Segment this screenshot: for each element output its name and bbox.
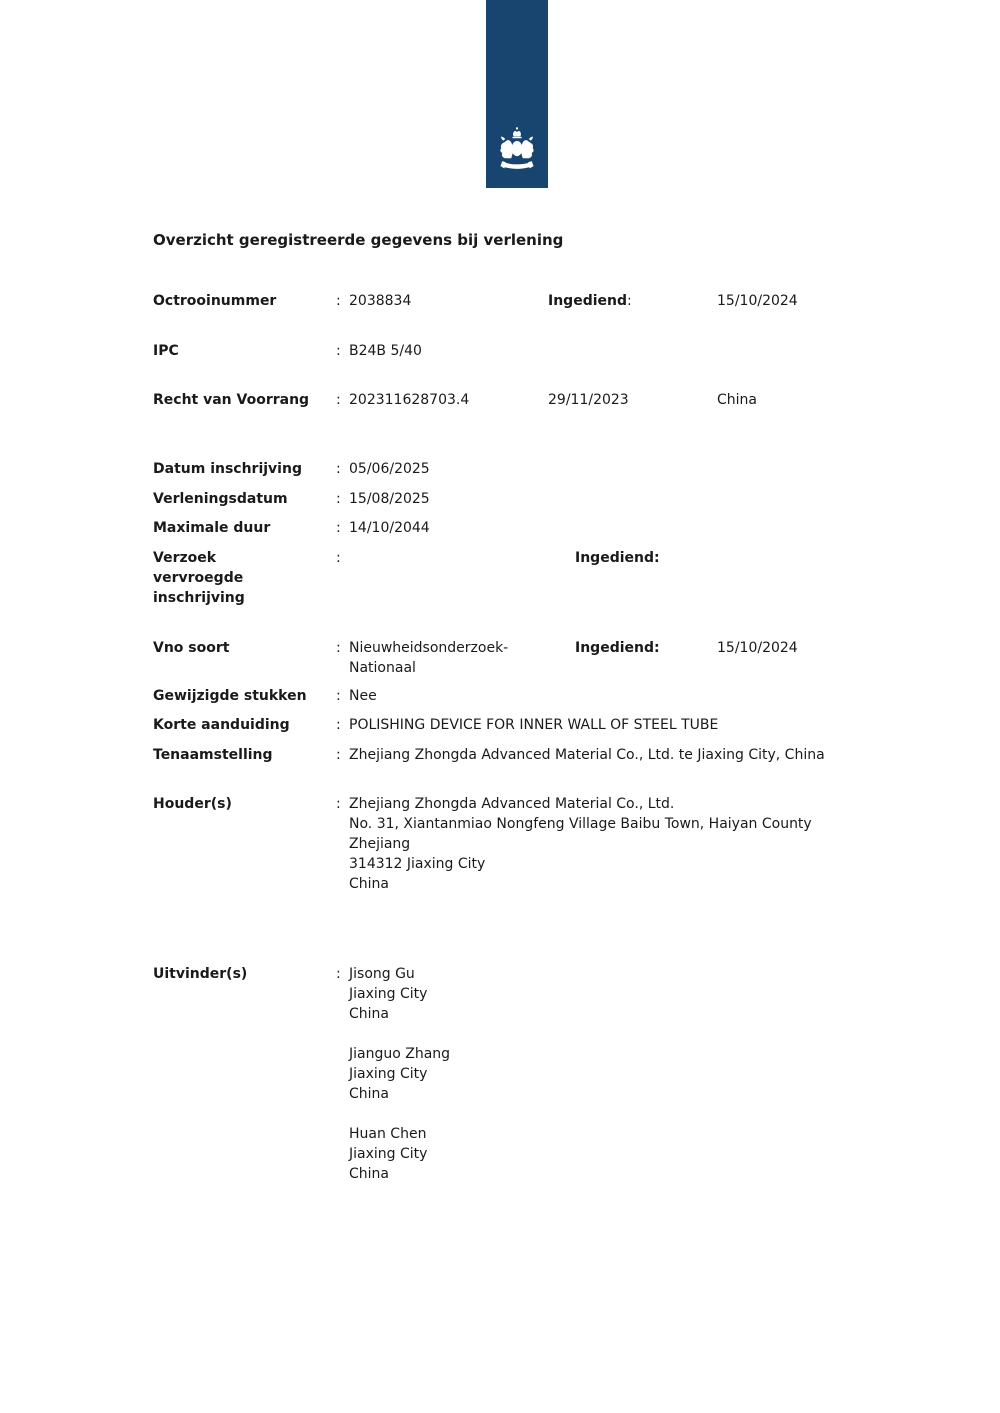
field-colon: : (336, 293, 341, 309)
inventor-list (349, 964, 450, 1204)
field-label: Verzoek vervroegde inschrijving (153, 550, 245, 606)
inventor-city: Jiaxing City (349, 986, 428, 1002)
field-label: Recht van Voorrang (153, 392, 310, 408)
field-colon: : (336, 461, 341, 477)
field-label: Uitvinder(s) (153, 966, 248, 982)
field-aux (548, 291, 632, 311)
field-label: Houder(s) (153, 796, 232, 812)
field-aux-value: 15/10/2024 (717, 293, 798, 309)
inventor-city: Jiaxing City (349, 1066, 428, 1082)
field-value: B24B 5/40 (349, 343, 422, 359)
holder-country: China (349, 876, 389, 892)
inventor-country: China (349, 1086, 389, 1102)
priority-country: China (717, 392, 757, 408)
inventor-entry (349, 1124, 450, 1184)
field-label: Korte aanduiding (153, 717, 290, 733)
field-label: Verleningsdatum (153, 491, 288, 507)
inventor-country: China (349, 1006, 389, 1022)
holder-address-block (349, 794, 812, 894)
field-colon: : (336, 520, 341, 536)
field-colon: : (336, 966, 341, 982)
field-aux-colon: : (627, 293, 632, 309)
inventor-name: Jianguo Zhang (349, 1046, 451, 1062)
inventor-name: Jisong Gu (349, 966, 415, 982)
field-label: IPC (153, 343, 179, 359)
field-value: 15/08/2025 (349, 491, 430, 507)
field-value: Nee (349, 688, 377, 704)
inventor-country: China (349, 1166, 389, 1182)
field-value: 2038834 (349, 293, 412, 309)
field-value: Nieuwheidsonderzoek- Nationaal (349, 640, 509, 676)
field-colon: : (336, 796, 341, 812)
field-value: 202311628703.4 (349, 392, 470, 408)
field-label: Octrooinummer (153, 293, 277, 309)
field-colon: : (336, 392, 341, 408)
field-aux-label: Ingediend: (575, 550, 660, 566)
field-label: Maximale duur (153, 520, 271, 536)
field-aux-label: Ingediend: (575, 640, 660, 656)
holder-street: No. 31, Xiantanmiao Nongfeng Village Baibu Town, Haiyan County (349, 816, 812, 832)
priority-date: 29/11/2023 (548, 392, 629, 408)
rijksoverheid-logo-banner (486, 0, 548, 188)
field-colon: : (336, 747, 341, 763)
invention-title: POLISHING DEVICE FOR INNER WALL OF STEEL TUBE (349, 717, 719, 733)
field-label: Datum inschrijving (153, 461, 302, 477)
field-colon: : (336, 717, 341, 733)
inventor-entry (349, 1044, 450, 1104)
holder-name: Zhejiang Zhongda Advanced Material Co., Ltd. (349, 796, 675, 812)
holder-province: Zhejiang (349, 836, 411, 852)
field-label: Gewijzigde stukken (153, 688, 307, 704)
field-colon: : (336, 640, 341, 656)
holder-postal-city: 314312 Jiaxing City (349, 856, 486, 872)
field-value: Zhejiang Zhongda Advanced Material Co., Ltd. te Jiaxing City, China (349, 747, 825, 763)
field-label: Tenaamstelling (153, 747, 273, 763)
field-value: 05/06/2025 (349, 461, 430, 477)
field-colon: : (336, 550, 341, 566)
field-colon: : (336, 343, 341, 359)
field-label: Vno soort (153, 640, 230, 656)
field-aux-label: Ingediend (548, 293, 627, 309)
field-aux-value: 15/10/2024 (717, 640, 798, 656)
field-colon: : (336, 688, 341, 704)
inventor-name: Huan Chen (349, 1126, 427, 1142)
rijksoverheid-crest-icon (494, 126, 540, 174)
field-colon: : (336, 491, 341, 507)
field-value: 14/10/2044 (349, 520, 430, 536)
inventor-entry (349, 964, 450, 1024)
page-title: Overzicht geregistreerde gegevens bij verlening (153, 231, 564, 249)
inventor-city: Jiaxing City (349, 1146, 428, 1162)
